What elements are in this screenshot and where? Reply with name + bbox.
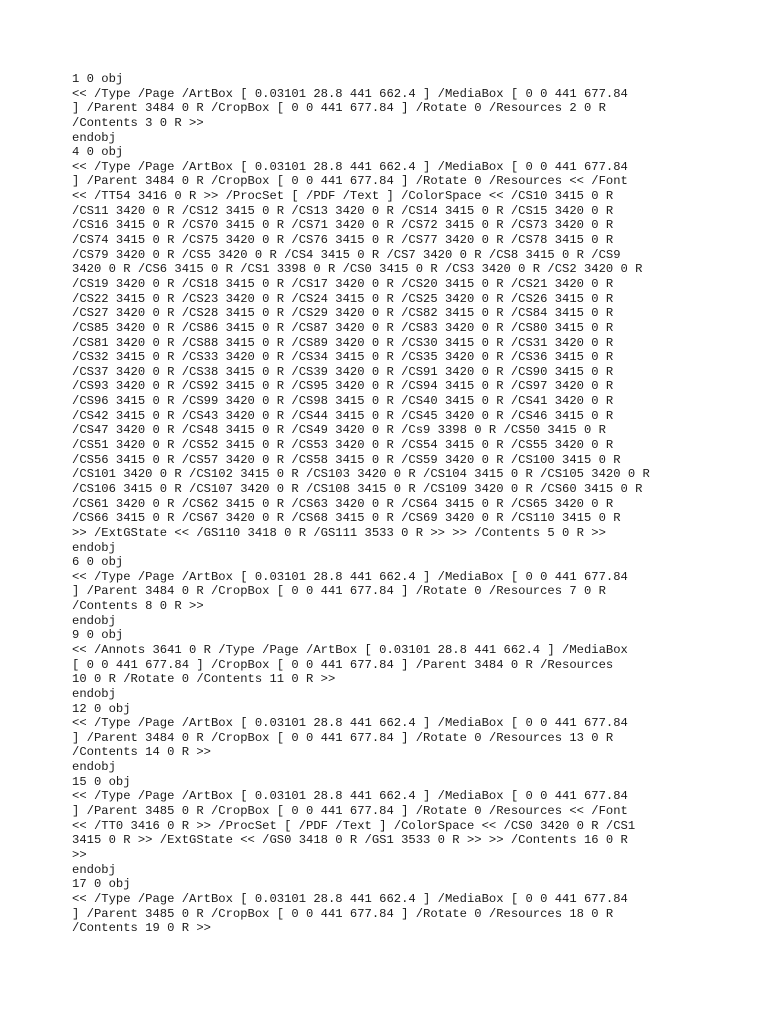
text-line: endobj: [72, 686, 116, 701]
text-line: 1 0 obj: [72, 72, 124, 86]
text-line: /Contents 8 0 R >>: [72, 599, 204, 614]
text-line: endobj: [72, 862, 116, 877]
text-line: ] /Parent 3484 0 R /CropBox [ 0 0 441 677.84 ] /Rotate 0 /Resources << /Font: [72, 174, 628, 189]
text-line: ] /Parent 3485 0 R /CropBox [ 0 0 441 677.84 ] /Rotate 0 /Resources 18 0 R: [72, 906, 614, 921]
text-line: << /Type /Page /ArtBox [ 0.03101 28.8 441 662.4 ] /MediaBox [ 0 0 441 677.84: [72, 789, 628, 804]
text-line: /CS74 3415 0 R /CS75 3420 0 R /CS76 3415 0 R /CS77 3420 0 R /CS78 3415 0 R: [72, 233, 614, 248]
text-line: << /Type /Page /ArtBox [ 0.03101 28.8 441 662.4 ] /MediaBox [ 0 0 441 677.84: [72, 716, 628, 731]
text-line: /CS51 3420 0 R /CS52 3415 0 R /CS53 3420 0 R /CS54 3415 0 R /CS55 3420 0 R: [72, 438, 614, 453]
text-line: [ 0 0 441 677.84 ] /CropBox [ 0 0 441 677.84 ] /Parent 3484 0 R /Resources: [72, 657, 614, 672]
text-line: 3420 0 R /CS6 3415 0 R /CS1 3398 0 R /CS0 3415 0 R /CS3 3420 0 R /CS2 3420 0 R: [72, 262, 643, 277]
text-line: << /Type /Page /ArtBox [ 0.03101 28.8 441 662.4 ] /MediaBox [ 0 0 441 677.84: [72, 891, 628, 906]
pdf-object-listing: [72, 72, 650, 936]
text-line: /CS22 3415 0 R /CS23 3420 0 R /CS24 3415 0 R /CS25 3420 0 R /CS26 3415 0 R: [72, 291, 614, 306]
text-line: endobj: [72, 760, 116, 775]
text-line: 3415 0 R >> /ExtGState << /GS0 3418 0 R /GS1 3533 0 R >> >> /Contents 16 0 R: [72, 833, 628, 848]
text-line: /Contents 3 0 R >>: [72, 115, 204, 130]
text-line: endobj: [72, 613, 116, 628]
text-line: /CS96 3415 0 R /CS99 3420 0 R /CS98 3415 0 R /CS40 3415 0 R /CS41 3420 0 R: [72, 394, 614, 409]
text-line: ] /Parent 3484 0 R /CropBox [ 0 0 441 677.84 ] /Rotate 0 /Resources 13 0 R: [72, 730, 614, 745]
text-line: /CS101 3420 0 R /CS102 3415 0 R /CS103 3420 0 R /CS104 3415 0 R /CS105 3420 0 R: [72, 467, 650, 482]
text-line: << /Type /Page /ArtBox [ 0.03101 28.8 441 662.4 ] /MediaBox [ 0 0 441 677.84: [72, 569, 628, 584]
text-line: /CS27 3420 0 R /CS28 3415 0 R /CS29 3420 0 R /CS82 3415 0 R /CS84 3415 0 R: [72, 306, 614, 321]
text-line: /CS11 3420 0 R /CS12 3415 0 R /CS13 3420 0 R /CS14 3415 0 R /CS15 3420 0 R: [72, 203, 614, 218]
text-line: /CS37 3420 0 R /CS38 3415 0 R /CS39 3420 0 R /CS91 3420 0 R /CS90 3415 0 R: [72, 364, 614, 379]
text-line: /CS32 3415 0 R /CS33 3420 0 R /CS34 3415 0 R /CS35 3420 0 R /CS36 3415 0 R: [72, 350, 614, 365]
text-line: 10 0 R /Rotate 0 /Contents 11 0 R >>: [72, 672, 336, 687]
text-line: /CS56 3415 0 R /CS57 3420 0 R /CS58 3415 0 R /CS59 3420 0 R /CS100 3415 0 R: [72, 452, 621, 467]
text-line: /CS79 3420 0 R /CS5 3420 0 R /CS4 3415 0 R /CS7 3420 0 R /CS8 3415 0 R /CS9: [72, 247, 621, 262]
text-line: endobj: [72, 540, 116, 555]
text-line: /CS47 3420 0 R /CS48 3415 0 R /CS49 3420 0 R /Cs9 3398 0 R /CS50 3415 0 R: [72, 423, 606, 438]
text-line: 12 0 obj: [72, 701, 131, 716]
text-line: /CS16 3415 0 R /CS70 3415 0 R /CS71 3420 0 R /CS72 3415 0 R /CS73 3420 0 R: [72, 218, 614, 233]
text-line: << /Annots 3641 0 R /Type /Page /ArtBox [ 0.03101 28.8 441 662.4 ] /MediaBox: [72, 642, 628, 657]
text-line: ] /Parent 3485 0 R /CropBox [ 0 0 441 677.84 ] /Rotate 0 /Resources << /Font: [72, 804, 628, 819]
text-line: << /TT54 3416 0 R >> /ProcSet [ /PDF /Text ] /ColorSpace << /CS10 3415 0 R: [72, 189, 614, 204]
text-line: 4 0 obj: [72, 145, 124, 160]
text-line: ] /Parent 3484 0 R /CropBox [ 0 0 441 677.84 ] /Rotate 0 /Resources 7 0 R: [72, 584, 606, 599]
text-line: 15 0 obj: [72, 774, 131, 789]
text-line: /CS106 3415 0 R /CS107 3420 0 R /CS108 3415 0 R /CS109 3420 0 R /CS60 3415 0 R: [72, 481, 643, 496]
text-line: 6 0 obj: [72, 555, 124, 570]
text-line: >> /ExtGState << /GS110 3418 0 R /GS111 3533 0 R >> >> /Contents 5 0 R >>: [72, 525, 606, 540]
text-line: /CS19 3420 0 R /CS18 3415 0 R /CS17 3420 0 R /CS20 3415 0 R /CS21 3420 0 R: [72, 276, 614, 291]
text-line: /Contents 19 0 R >>: [72, 921, 211, 936]
text-line: endobj: [72, 130, 116, 145]
text-line: 9 0 obj: [72, 628, 124, 643]
text-line: 17 0 obj: [72, 877, 131, 892]
text-line: /CS85 3420 0 R /CS86 3415 0 R /CS87 3420 0 R /CS83 3420 0 R /CS80 3415 0 R: [72, 320, 614, 335]
text-line: << /TT0 3416 0 R >> /ProcSet [ /PDF /Text ] /ColorSpace << /CS0 3420 0 R /CS1: [72, 818, 636, 833]
text-line: /CS61 3420 0 R /CS62 3415 0 R /CS63 3420 0 R /CS64 3415 0 R /CS65 3420 0 R: [72, 496, 614, 511]
text-line: >>: [72, 847, 87, 862]
text-line: << /Type /Page /ArtBox [ 0.03101 28.8 441 662.4 ] /MediaBox [ 0 0 441 677.84: [72, 159, 628, 174]
text-line: /CS81 3420 0 R /CS88 3415 0 R /CS89 3420 0 R /CS30 3415 0 R /CS31 3420 0 R: [72, 335, 614, 350]
text-line: /CS42 3415 0 R /CS43 3420 0 R /CS44 3415 0 R /CS45 3420 0 R /CS46 3415 0 R: [72, 408, 614, 423]
text-line: ] /Parent 3484 0 R /CropBox [ 0 0 441 677.84 ] /Rotate 0 /Resources 2 0 R: [72, 101, 606, 116]
text-line: /CS66 3415 0 R /CS67 3420 0 R /CS68 3415 0 R /CS69 3420 0 R /CS110 3415 0 R: [72, 511, 621, 526]
text-line: << /Type /Page /ArtBox [ 0.03101 28.8 441 662.4 ] /MediaBox [ 0 0 441 677.84: [72, 86, 628, 101]
text-line: /Contents 14 0 R >>: [72, 745, 211, 760]
text-line: /CS93 3420 0 R /CS92 3415 0 R /CS95 3420 0 R /CS94 3415 0 R /CS97 3420 0 R: [72, 379, 614, 394]
